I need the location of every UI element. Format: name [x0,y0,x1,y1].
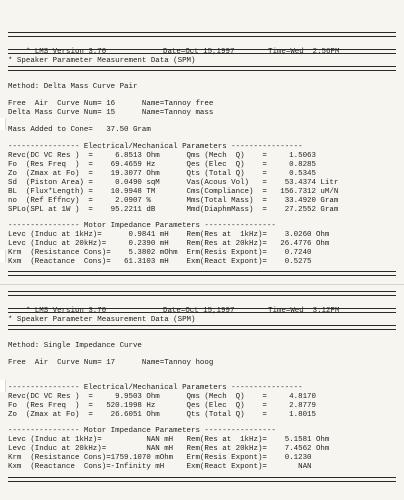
method-line: Method: Single Impedance Curve [8,342,142,350]
double-rule [8,291,396,296]
param-row: Zo (Zmax at Fo) = 26.6051 Ohm Qts (Total Q) = 1.8015 [8,411,316,419]
curve-line: Free Air Curve Num= 16 Name=Tannoy free [8,100,214,108]
param-row: Krm (Resistance Cons)=1759.1070 mOhm Erm(Resis Expont)= 0.1230 [8,454,312,462]
param-row: Revc(DC VC Res ) = 9.9503 Ohm Qms (Mech Q) = 4.8170 [8,393,316,401]
param-row: BL (Flux*Length) = 10.9948 TM Cms(Compliance) = 156.7312 uM/N [8,188,339,196]
page-perforation [0,284,404,285]
param-row: Fo (Res Freq ) = 69.4659 Hz Qes (Elec Q) = 0.8285 [8,161,316,169]
param-row: Levc (Induc at 20kHz)= NAN mH Rem(Res at 20kHz)= 7.4562 Ohm [8,445,330,453]
tractor-feed-hole [0,250,6,262]
method-line: Method: Delta Mass Curve Pair [8,83,138,91]
report-title: * Speaker Parameter Measurement Data (SPM) [8,316,196,324]
param-row: Fo (Res Freq ) = 520.1998 Hz Qes (Elec Q) = 2.8779 [8,402,316,410]
mass-added-line: Mass Added to Cone= 37.50 Gram [8,126,151,134]
section-header-motor: ---------------- Motor Impedance Parameters ---------------- [8,427,276,435]
param-row: SPLo(SPL at 1W ) = 95.2211 dB Mmd(DiaphmMass) = 27.2552 Gram [8,206,339,214]
version-label: * LMS Version 3.70 [25,307,107,315]
date-label: Date=Oct 15,1997 [163,307,235,315]
double-rule [8,49,396,54]
param-row: Kxm (Reactance Cons)= 61.3103 mH Exm(React Expont)= 0.5275 [8,258,312,266]
param-row: Levc (Induc at 1kHz)= NAN mH Rem(Res at 1kHz)= 5.1581 Ohm [8,436,330,444]
param-row: Levc (Induc at 1kHz)= 0.9841 mH Rem(Res at 1kHz)= 3.0260 Ohm [8,231,330,239]
section-header-motor: ---------------- Motor Impedance Parameters ---------------- [8,222,276,230]
time-label: Time=Wed 2:56PM [268,48,340,56]
date-label: Date=Oct 15,1997 [163,48,235,56]
double-rule [8,477,396,482]
double-rule [8,308,396,313]
report-title: * Speaker Parameter Measurement Data (SPM) [8,57,196,65]
param-row: Revc(DC VC Res ) = 6.8513 Ohm Qms (Mech Q) = 1.5063 [8,152,316,160]
param-row: Sd (Piston Area) = 0.0490 sqM Vas(Acous Vol) = 53.4374 Litr [8,179,339,187]
section-header-electrical: ---------------- Electrical/Mechanical Parameters ---------------- [8,143,303,151]
double-rule [8,271,396,276]
param-row: Kxm (Reactance Cons)=-Infinity mH Exm(React Expont)= NAN [8,463,312,471]
time-label: Time=Wed 3:12PM [268,307,340,315]
tractor-feed-hole [0,118,6,130]
param-row: Zo (Zmax at Fo) = 19.3077 Ohm Qts (Total Q) = 0.5345 [8,170,316,178]
tractor-feed-hole [0,380,6,392]
double-rule [8,66,396,71]
section-header-electrical: ---------------- Electrical/Mechanical Parameters ---------------- [8,384,303,392]
version-label: * LMS Version 3.70 [25,48,107,56]
double-rule [8,32,396,37]
param-row: no (Ref Effncy) = 2.0907 % Mms(Total Mass) = 33.4920 Gram [8,197,339,205]
double-rule [8,325,396,330]
curve-line: Delta Mass Curve Num= 15 Name=Tannoy mass [8,109,214,117]
curve-line: Free Air Curve Num= 17 Name=Tannoy hoog [8,359,214,367]
param-row: Krm (Resistance Cons)= 5.3802 mOhm Erm(Resis Expont)= 0.7240 [8,249,312,257]
param-row: Levc (Induc at 20kHz)= 0.2390 mH Rem(Res at 20kHz)= 26.4776 Ohm [8,240,330,248]
